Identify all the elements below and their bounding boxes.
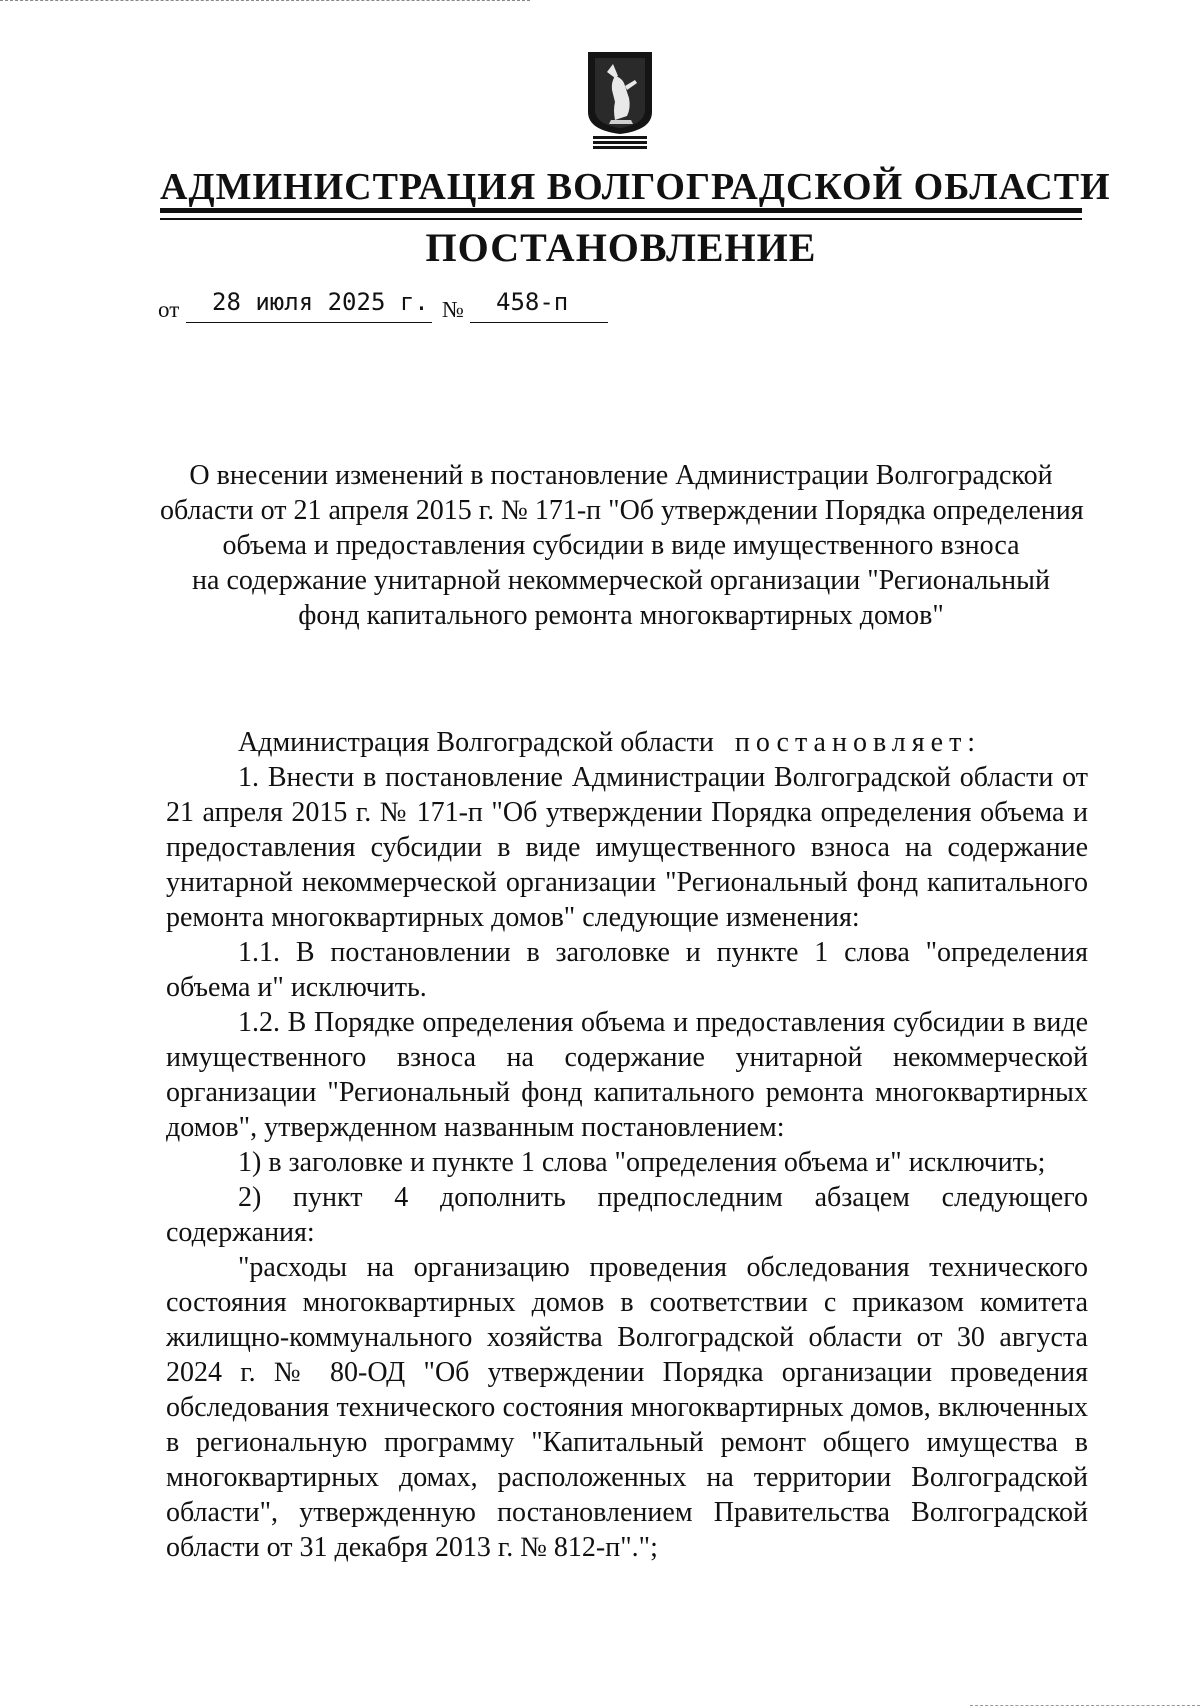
paragraph-item-1: 1. Внести в постановление Администрации Волгоградской области от 21 апреля 2015 г. № 171-п "Об утверждении Порядка определения объема и предоставления субсидии в виде имущественного взноса на содержание унитарной некоммерческой организации "Региональный фонд капитального ремонта многоквартирных домов" следующие изменения: [166,762,1088,933]
document-number: 458-п [496,288,569,316]
preamble [166,725,1088,760]
volgograd-motherland-emblem-icon [585,50,655,150]
date-prefix-label: от [158,297,180,322]
organization-name: АДМИНИСТРАЦИЯ ВОЛГОГРАДСКОЙ ОБЛАСТИ [160,166,1111,208]
preamble-verb: постановляет: [734,727,982,758]
document-subject [160,458,1082,633]
document-body [166,725,1088,1565]
paragraph-quoted-text: "расходы на организацию проведения обследования технического состояния многоквартирных домов в соответствии с приказом комитета жилищно-коммунального хозяйства Волгоградской области от 30 августа 2024 г. № 80-ОД "Об утверждении Порядка организации проведения обследования технического состояния многоквартирных домов, включенных в региональную программу "Капитальный ремонт общего имущества в многоквартирных домах, расположенных на территории Волгоградской области", утвержденную постановлением Правительства Волгоградской области от 31 декабря 2013 г. № 812-п"."; [166,1252,1088,1563]
document-date: 28 июля 2025 г. [212,288,429,316]
header-rule-thick [160,208,1082,213]
paragraph-subitem-1: 1) в заголовке и пункте 1 слова "определения объема и" исключить; [238,1147,1046,1178]
preamble-prefix: Администрация Волгоградской области [238,727,714,758]
header-rule-thin [160,218,1082,220]
subject-line: на содержание унитарной некоммерческой организации "Региональный [192,565,1050,596]
subject-line: области от 21 апреля 2015 г. № 171-п "Об утверждении Порядка определения [160,495,1084,526]
number-prefix-label: № [442,297,464,322]
emblem-svg [585,50,655,150]
document-type: ПОСТАНОВЛЕНИЕ [425,225,817,270]
number-underline [470,322,608,323]
paragraph-item-1-1: 1.1. В постановлении в заголовке и пункте 1 слова "определения объема и" исключить. [166,937,1088,1003]
paragraph-subitem-2: 2) пункт 4 дополнить предпоследним абзацем следующего содержания: [166,1182,1088,1248]
subject-line: О внесении изменений в постановление Администрации Волгоградской [189,460,1053,491]
date-underline [186,322,432,323]
subject-line: фонд капитального ремонта многоквартирных домов" [298,600,944,631]
subject-line: объема и предоставления субсидии в виде имущественного взноса [222,530,1020,561]
paragraph-item-1-2: 1.2. В Порядке определения объема и предоставления субсидии в виде имущественного взноса на содержание унитарной некоммерческой организации "Региональный фонд капитального ремонта многоквартирных домов", утвержденном названным постановлением: [166,1007,1088,1143]
scan-edge-rule [0,0,530,1]
